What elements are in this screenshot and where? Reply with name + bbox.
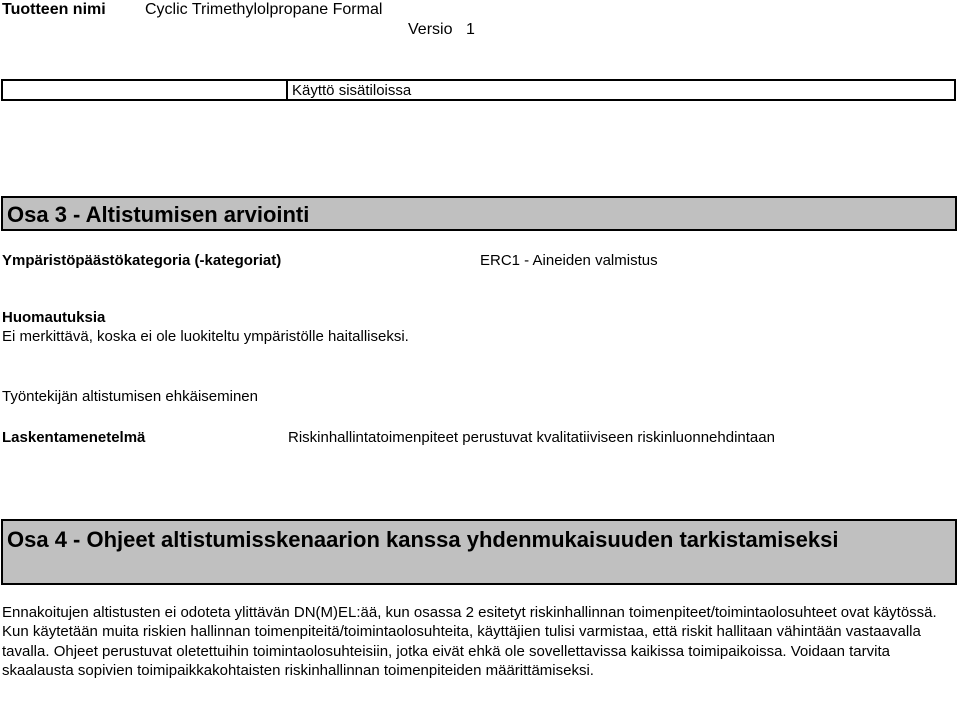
remarks-label: Huomautuksia xyxy=(2,309,106,326)
section-4-title: Osa 4 - Ohjeet altistumisskenaarion kanssa yhdenmukaisuuden tarkistamiseksi xyxy=(7,527,839,552)
use-box xyxy=(1,79,956,101)
section-3-title: Osa 3 - Altistumisen arviointi xyxy=(7,202,310,227)
section-3-header xyxy=(1,196,957,231)
calculation-method-label: Laskentamenetelmä xyxy=(2,429,146,446)
version-value: 1 xyxy=(466,21,475,38)
use-box-divider xyxy=(286,81,288,99)
product-name-value: Cyclic Trimethylolpropane Formal xyxy=(145,1,383,18)
worker-exposure-heading: Työntekijän altistumisen ehkäiseminen xyxy=(2,388,258,405)
section-4-paragraph: Ennakoitujen altistusten ei odoteta ylittävän DN(M)EL:ää, kun osassa 2 esitetyt riskinhallinnan toimenpiteet/toimintaolosuhteet ovat käytössä. Kun käytetään muita riskien hallinnan toimenpiteitä/toimintaolosuhteita, käyttäjien tulisi varmistaa, että riskit hallitaan vähintään vastaavalla tavalla. Ohjeet perustuvat oletettuihin toimintaolosuhteisiin, jotka eivät ehkä ole sovellettavissa kaikissa toimipaikoissa. Voidaan tarvita skaalausta sopivien toimipaikkakohtaisten riskinhallinnan toimenpiteiden määrittämiseksi. xyxy=(2,604,937,680)
product-name-label: Tuotteen nimi xyxy=(2,1,106,18)
env-category-value: ERC1 - Aineiden valmistus xyxy=(480,252,658,269)
version-label: Versio xyxy=(408,21,453,38)
use-description: Käyttö sisätiloissa xyxy=(292,82,412,99)
remarks-text: Ei merkittävä, koska ei ole luokiteltu ympäristölle haitalliseksi. xyxy=(2,328,409,345)
section-4-header xyxy=(1,519,957,585)
calculation-method-value: Riskinhallintatoimenpiteet perustuvat kvalitatiiviseen riskinluonnehdintaan xyxy=(288,429,775,446)
env-category-label: Ympäristöpäästökategoria (-kategoriat) xyxy=(2,252,282,269)
